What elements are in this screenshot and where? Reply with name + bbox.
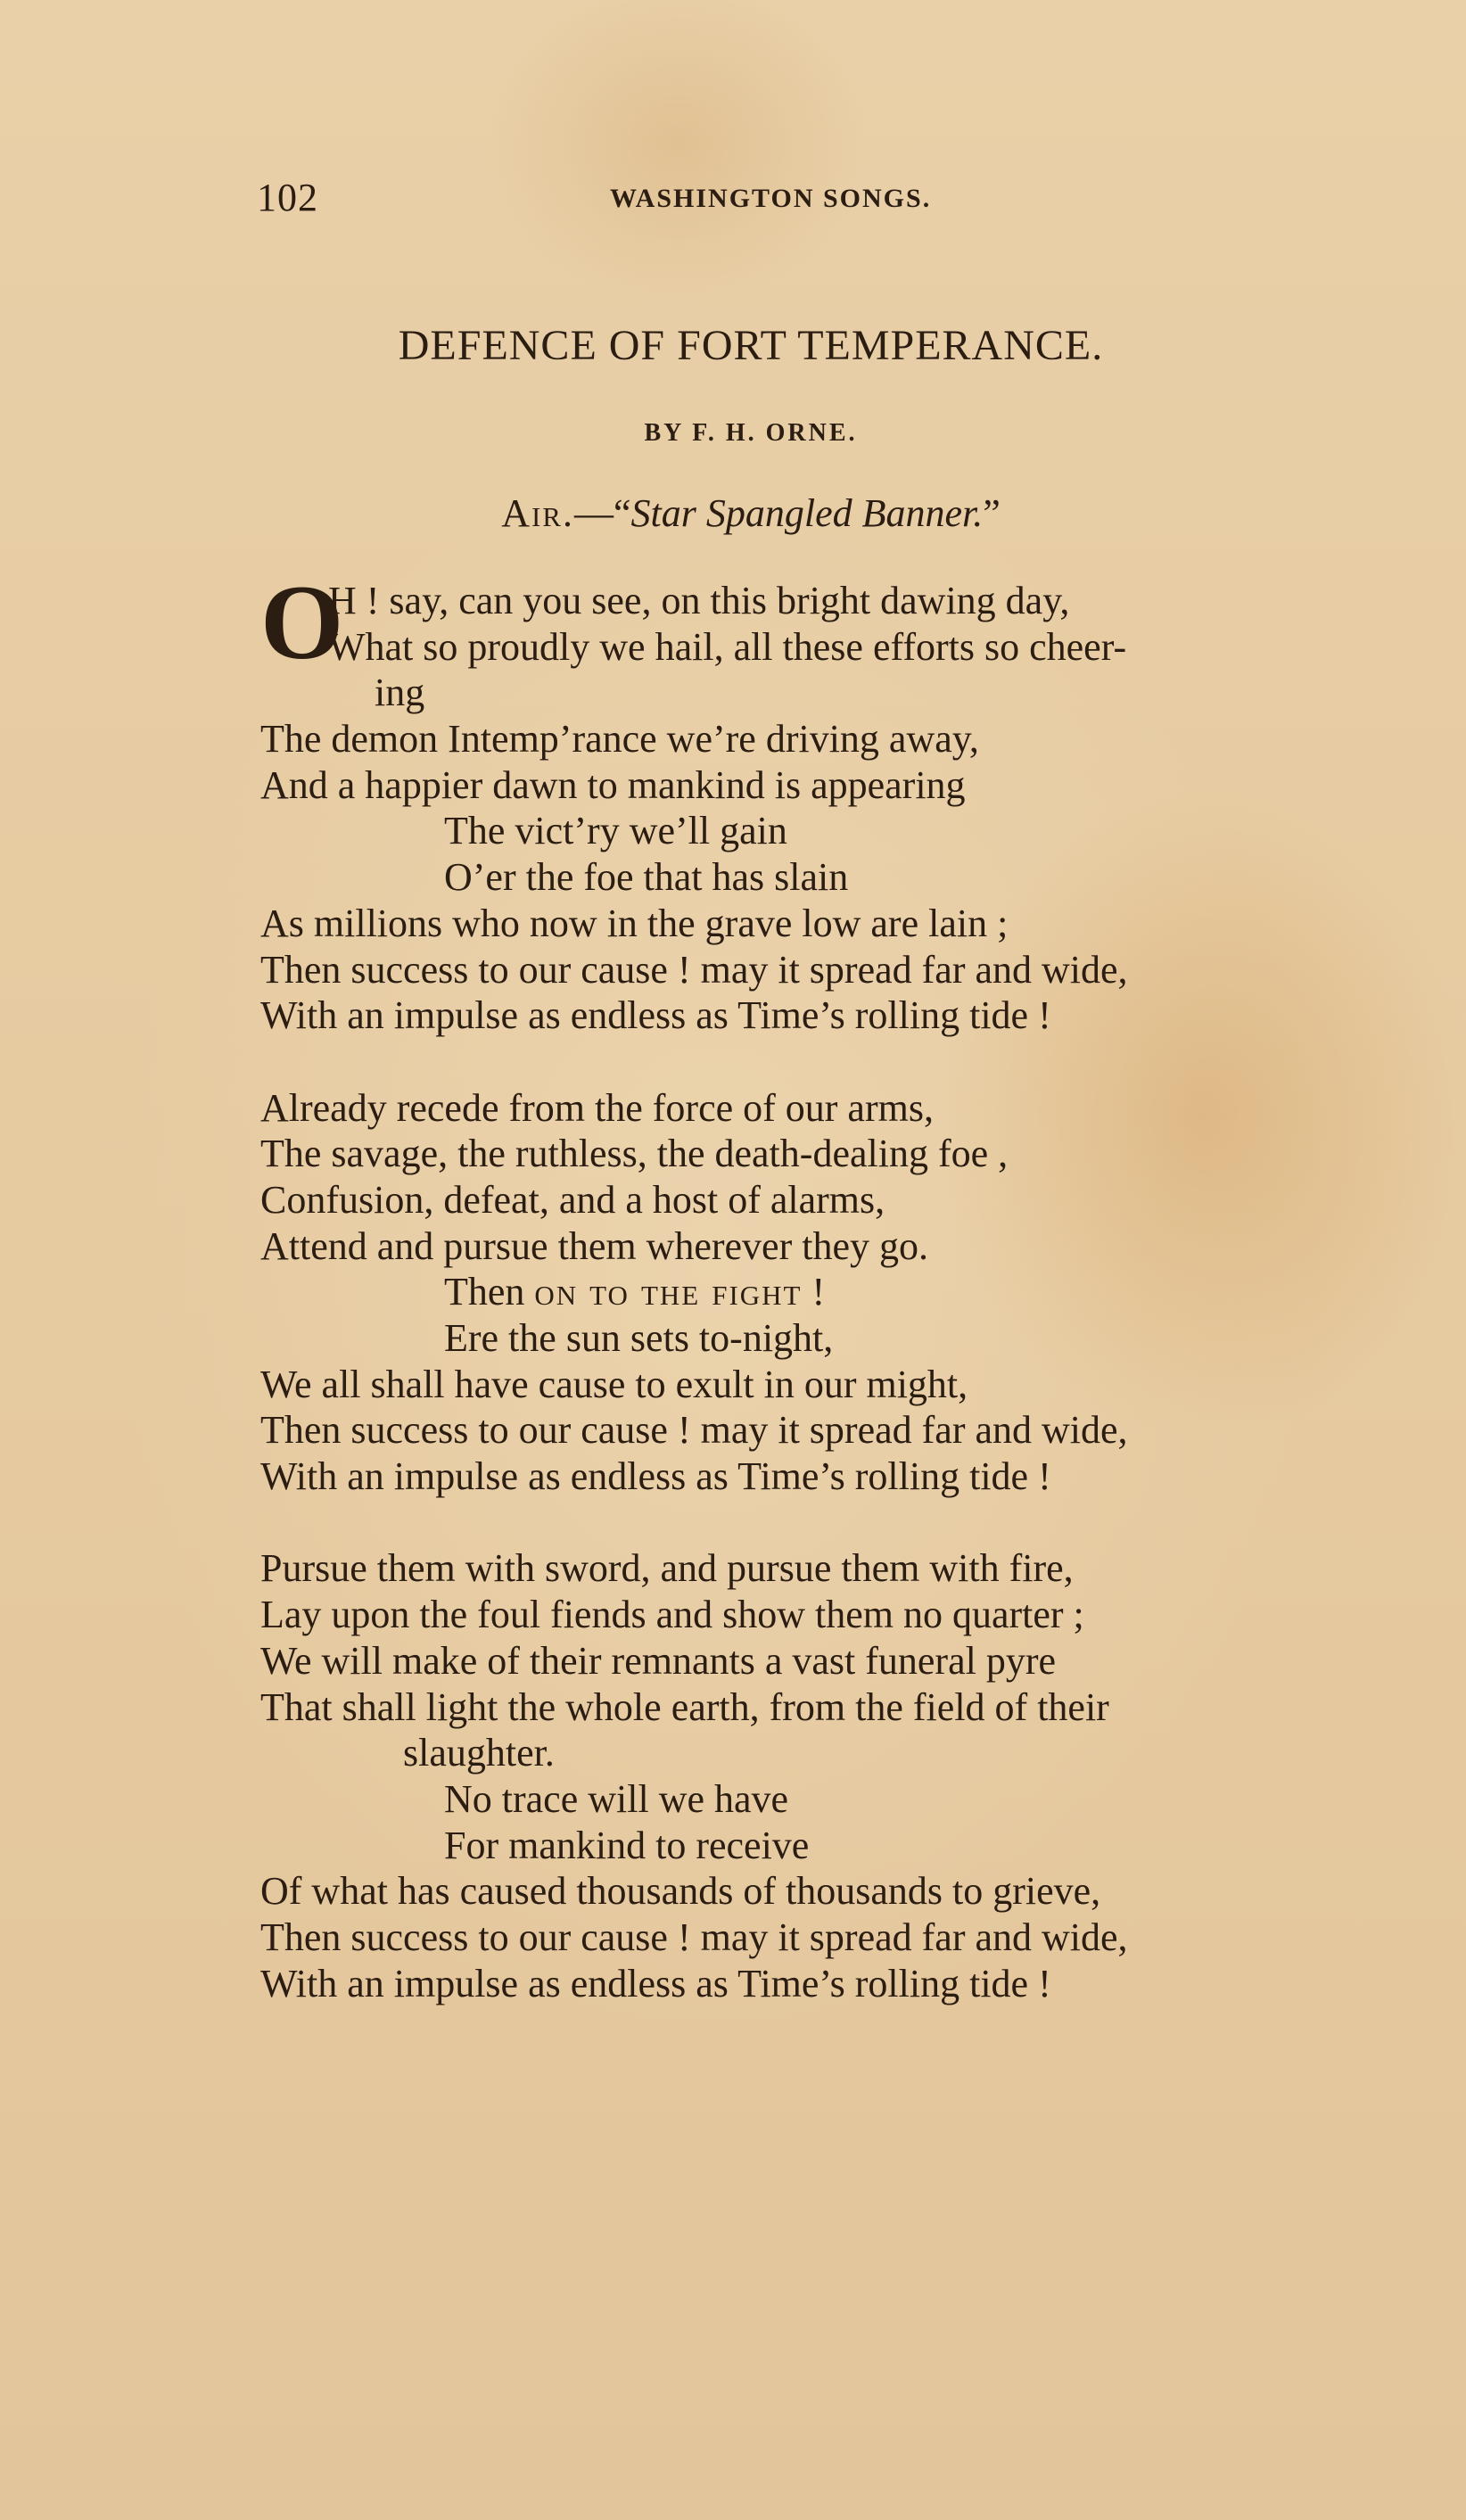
air-tune: Star Spangled Banner. <box>630 491 984 535</box>
drop-cap: O <box>260 563 344 681</box>
air-dash-quote: —“ <box>573 491 631 535</box>
stanza-1 <box>260 563 1437 1039</box>
poem-line: And a happier dawn to mankind is appearing <box>260 762 966 807</box>
poem-line-smallcaps: on to the fight <box>534 1270 803 1314</box>
poem-line: Lay upon the foul fiends and show them no quarter ; <box>260 1593 1084 1637</box>
page-header <box>257 175 1416 219</box>
poem-line: With an impulse as endless as Time’s rolling tide ! <box>260 1961 1051 2005</box>
poem-line: For mankind to receive <box>444 1823 810 1867</box>
poem-line: H ! say, can you see, on this bright dawing day, <box>328 579 1070 622</box>
poem-line-post: ! <box>802 1270 826 1314</box>
poem-line: O’er the foe that has slain <box>444 855 849 900</box>
air-line <box>0 490 1466 536</box>
poem-line-pre: Then <box>444 1270 535 1314</box>
poem-line: As millions who now in the grave low are lain ; <box>260 901 1009 945</box>
poem-line: Pursue them with sword, and pursue them with fire, <box>260 1546 1074 1591</box>
poem-line: The savage, the ruthless, the death-dealing foe , <box>260 1132 1009 1176</box>
air-label: Air. <box>501 491 574 535</box>
poem-line: That shall light the whole earth, from the field of their <box>260 1684 1109 1729</box>
poem-line: The vict’ry we’ll gain <box>444 809 787 853</box>
poem-line: slaughter. <box>403 1731 555 1775</box>
poem-line: The demon Intemp’rance we’re driving away, <box>260 717 979 762</box>
poem-line: With an impulse as endless as Time’s rolling tide ! <box>260 993 1051 1038</box>
poem-line: Of what has caused thousands of thousands to grieve, <box>260 1869 1101 1914</box>
poem-line: Then success to our cause ! may it spread far and wide, <box>260 1915 1128 1959</box>
poem-line: Confusion, defeat, and a host of alarms, <box>260 1177 885 1222</box>
running-head: WASHINGTON SONGS. <box>610 184 932 213</box>
stanza-3 <box>260 1545 1437 2006</box>
poem-line: We all shall have cause to exult in our might, <box>260 1362 968 1406</box>
poem-line: Then success to our cause ! may it spread far and wide, <box>260 1408 1128 1453</box>
poem-line: Already recede from the force of our arms, <box>260 1085 934 1130</box>
song-byline: BY F. H. ORNE. <box>644 419 858 447</box>
poem-line: We will make of their remnants a vast funeral pyre <box>260 1638 1057 1683</box>
poem-line <box>260 1269 1437 1315</box>
poem-line: Ere the sun sets to-night, <box>444 1316 834 1360</box>
poem-line: Then success to our cause ! may it spread far and wide, <box>260 947 1128 992</box>
poem <box>260 563 1437 2053</box>
stanza-2 <box>260 1085 1437 1500</box>
page-number: 102 <box>257 176 318 219</box>
air-close-quote: ” <box>983 491 1001 535</box>
poem-line: With an impulse as endless as Time’s rolling tide ! <box>260 1454 1051 1499</box>
poem-line: ing <box>375 671 425 715</box>
poem-line: No trace will we have <box>444 1776 789 1821</box>
poem-line: What so proudly we hail, all these efforts so cheer- <box>328 624 1127 669</box>
poem-line: Attend and pursue them wherever they go. <box>260 1223 928 1268</box>
song-title: DEFENCE OF FORT TEMPERANCE. <box>398 322 1104 369</box>
